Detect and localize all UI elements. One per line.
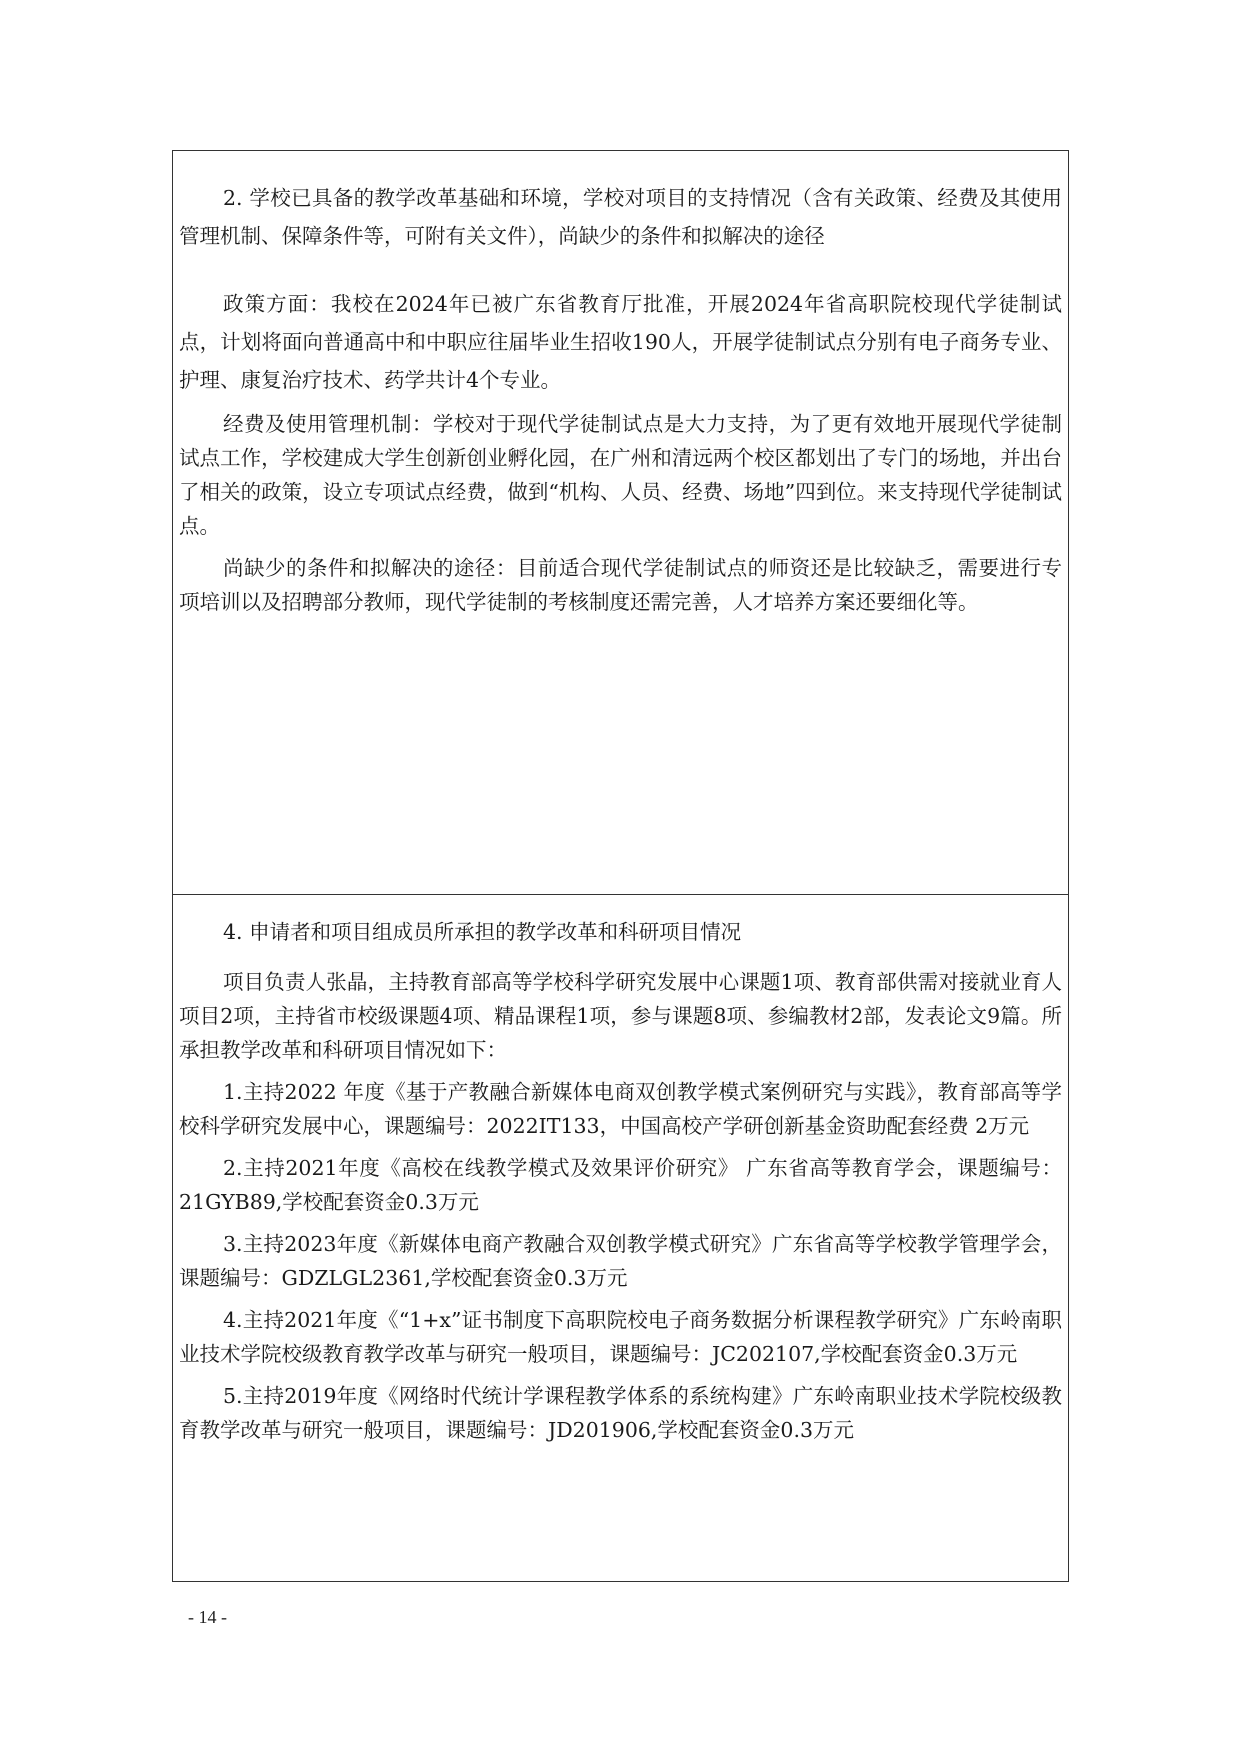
- funding-paragraph: 经费及使用管理机制：学校对于现代学徒制试点是大力支持，为了更有效地开展现代学徒制试点工作，学校建成大学生创新创业孵化园，在广州和清远两个校区都划出了专门的场地，并出台了相关的政策，设立专项试点经费，做到“机构、人员、经费、场地”四到位。来支持现代学徒制试点。: [179, 412, 1062, 538]
- project-item: 3.主持2023年度《新媒体电商产教融合双创教学模式研究》广东省高等学校教学管理学会，课题编号：GDZLGL2361,学校配套资金0.3万元: [179, 1232, 1062, 1290]
- project-item: 1.主持2022 年度《基于产教融合新媒体电商双创教学模式案例研究与实践》，教育部高等学校科学研究发展中心，课题编号：2022IT133，中国高校产学研创新基金资助配套经费 2万元: [179, 1080, 1062, 1138]
- shortage-paragraph: 尚缺少的条件和拟解决的途径：目前适合现代学徒制试点的师资还是比较缺乏，需要进行专项培训以及招聘部分教师，现代学徒制的考核制度还需完善，人才培养方案还要细化等。: [179, 556, 1062, 614]
- project-item: 2.主持2021年度《高校在线教学模式及效果评价研究》 广东省高等教育学会，课题编号：21GYB89,学校配套资金0.3万元: [179, 1156, 1062, 1214]
- page-number: - 14 -: [188, 1607, 227, 1627]
- section-4-cell: [173, 895, 1068, 1581]
- section-2-cell: [173, 151, 1068, 895]
- section-4-heading: 4. 申请者和项目组成员所承担的教学改革和科研项目情况: [223, 920, 742, 944]
- intro-paragraph: 项目负责人张晶，主持教育部高等学校科学研究发展中心课题1项、教育部供需对接就业育人项目2项，主持省市校级课题4项、精品课程1项，参与课题8项、参编教材2部，发表论文9篇。所承担教学改革和科研项目情况如下：: [179, 970, 1062, 1062]
- policy-paragraph: 政策方面：我校在2024年已被广东省教育厅批准，开展2024年省高职院校现代学徒制试点，计划将面向普通高中和中职应往届毕业生招收190人，开展学徒制试点分别有电子商务专业、护理、康复治疗技术、药学共计4个专业。: [179, 292, 1062, 392]
- project-item: 5.主持2019年度《网络时代统计学课程教学体系的系统构建》广东岭南职业技术学院校级教育教学改革与研究一般项目，课题编号：JD201906,学校配套资金0.3万元: [179, 1384, 1062, 1442]
- project-item: 4.主持2021年度《“1+x”证书制度下高职院校电子商务数据分析课程教学研究》广东岭南职业技术学院校级教育教学改革与研究一般项目，课题编号：JC202107,学校配套资金0.3万元: [179, 1308, 1062, 1366]
- application-form-table: [172, 150, 1069, 1582]
- section-2-heading: 2. 学校已具备的教学改革基础和环境，学校对项目的支持情况（含有关政策、经费及其使用管理机制、保障条件等，可附有关文件），尚缺少的条件和拟解决的途径: [179, 186, 1062, 248]
